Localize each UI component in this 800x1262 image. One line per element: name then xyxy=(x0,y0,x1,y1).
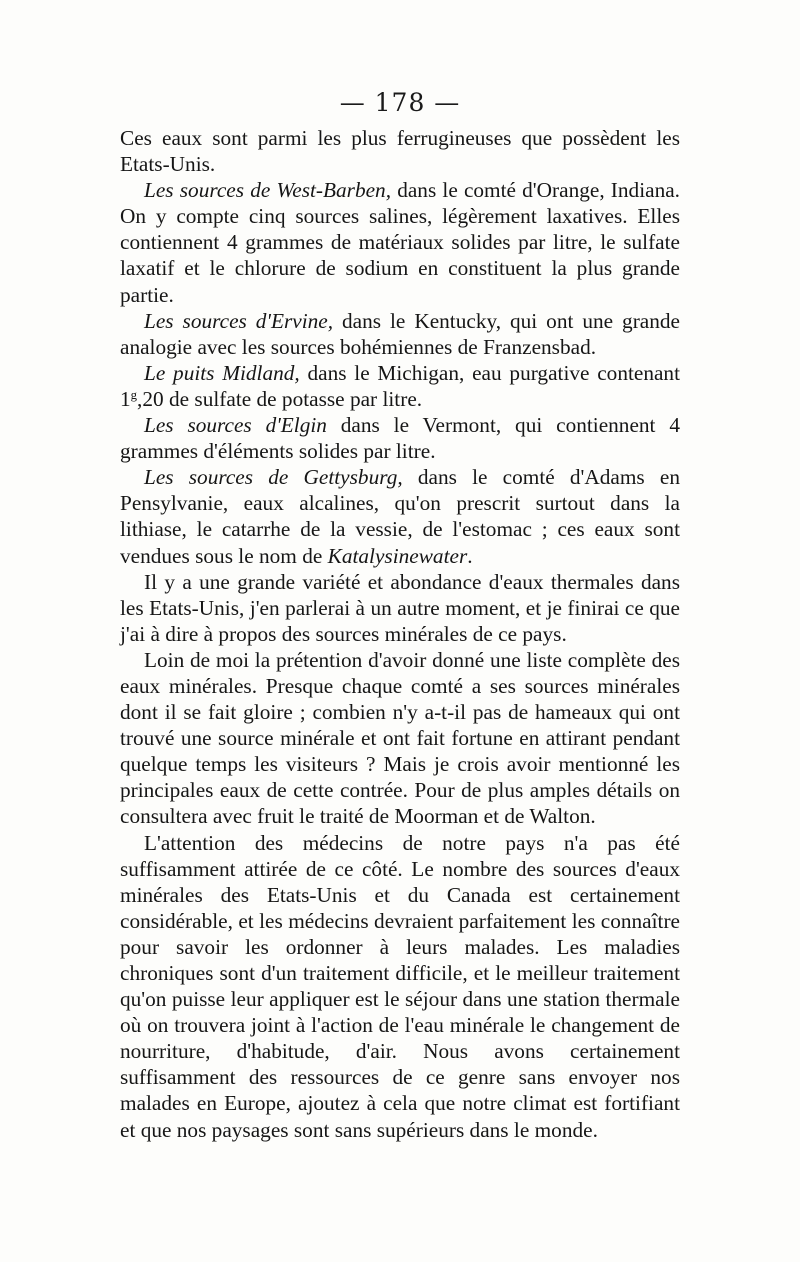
paragraph-lead: Les sources de Gettysburg, xyxy=(144,465,403,490)
paragraph-text: dans le comté d'Adams en Pensylvanie, eaux alcalines, qu'on prescrit surtout dans la lithiase, le catarrhe de la vessie, de l'estomac ; ces eaux sont vendues sous le nom de xyxy=(120,465,680,568)
paragraph-text-end: . xyxy=(467,543,473,568)
paragraph-text: dans le Michigan, eau purgative contenant 1 xyxy=(120,360,681,411)
paragraph-text: Ces eaux sont parmi les plus ferrugineuses que possèdent les Etats-Unis. xyxy=(120,126,680,177)
paragraph-text: Il y a une grande variété et abondance d'eaux thermales dans les Etats-Unis, j'en parlerai à un autre moment, et je finirai ce que j'ai à dire à propos des sources minérales de ce pays. xyxy=(120,569,680,646)
paragraph-3 xyxy=(120,308,680,360)
paragraph-text: L'attention des médecins de notre pays n'a pas été suffisamment attirée de ce côté. Le nombre des sources d'eaux minérales des Etats-Unis et du Canada est certainement considérable, et les médecins devraient parfaitement les connaître pour savoir les ordonner à leurs malades. Les maladies chroniques sont d'un traitement difficile, et le meilleur traitement qu'on puisse leur appliquer est le séjour dans une station thermale où on trouvera joint à l'action de l'eau minérale le changement de nourriture, d'habitude, d'air. Nous avons certainement suffisamment des ressources de ce genre sans envoyer nos malades en Europe, ajoutez à cela que notre climat est fortifiant et que nos paysages sont sans supérieurs dans le monde. xyxy=(120,830,680,1142)
paragraph-8 xyxy=(120,647,680,830)
page-number: — 178 — xyxy=(339,88,461,117)
trade-name: Katalysinewater xyxy=(327,543,468,568)
paragraph-4 xyxy=(120,360,680,412)
paragraph-1 xyxy=(120,125,680,177)
paragraph-lead: Le puits Midland, xyxy=(144,360,300,385)
paragraph-5 xyxy=(120,412,680,464)
paragraph-lead: Les sources de West-Barben, xyxy=(144,178,392,203)
paragraph-text: dans le comté d'Orange, Indiana. On y compte cinq sources salines, légèrement laxatives. Elles contiennent 4 grammes de matériaux solides par litre, le sulfate laxatif et le chlorure de sodium en constituent la plus grande partie. xyxy=(120,178,680,307)
paragraph-7 xyxy=(120,569,680,647)
paragraph-9 xyxy=(120,830,680,1143)
paragraph-6 xyxy=(120,464,680,568)
paragraph-2 xyxy=(120,177,680,307)
paragraph-lead: Les sources d'Ervine, xyxy=(144,308,334,333)
paragraph-text: dans le Kentucky, qui ont une grande analogie avec les sources bohémiennes de Franzensbad. xyxy=(120,308,680,359)
paragraph-text-end: ,20 de sulfate de potasse par litre. xyxy=(137,386,423,411)
paragraph-text: Loin de moi la prétention d'avoir donné une liste complète des eaux minérales. Presque chaque comté a ses sources minérales dont il se fait gloire ; combien n'y a-t-il pas de hameaux qui ont trouvé une source minérale et ont fait fortune en attirant pendant quelque temps les visiteurs ? Mais je crois avoir mentionné les principales eaux de cette contrée. Pour de plus amples détails on consultera avec fruit le traité de Moorman et de Walton. xyxy=(120,647,680,829)
unit-superscript: g xyxy=(130,387,138,402)
paragraph-text: dans le Vermont, qui contiennent 4 grammes d'éléments solides par litre. xyxy=(120,413,680,464)
paragraph-lead: Les sources d'Elgin xyxy=(144,413,327,438)
body-text xyxy=(120,125,680,1143)
